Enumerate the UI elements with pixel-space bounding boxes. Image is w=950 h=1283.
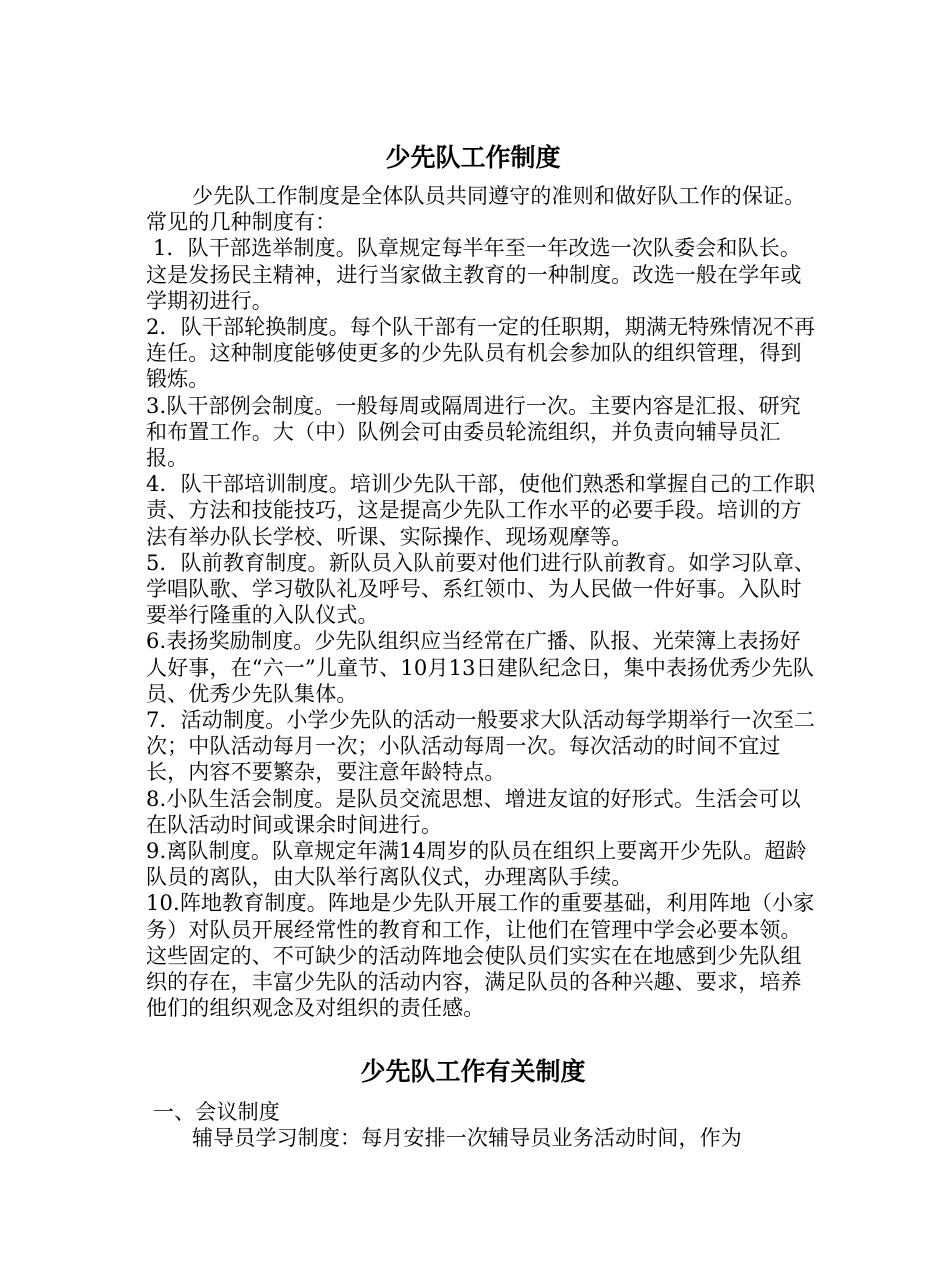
rules-text-block	[146, 183, 816, 1022]
section-paragraph: 辅导员学习制度：每月安排一次辅导员业务活动时间，作为	[192, 1126, 742, 1151]
rule-item-7: 7．活动制度。小学少先队的活动一般要求大队活动每学期举行一次至二次；中队活动每月一次；小队活动每周一次。每次活动的时间不宜过长，内容不要繁杂，要注意年龄特点。	[146, 708, 816, 785]
section-heading-meetings: 一、会议制度	[153, 1100, 280, 1124]
rule-item-9: 9.离队制度。队章规定年满14周岁的队员在组织上要离开少先队。超龄队员的离队，由大队举行离队仪式，办理离队手续。	[146, 839, 807, 890]
intro-paragraph: 少先队工作制度是全体队员共同遵守的准则和做好队工作的保证。常见的几种制度有：	[146, 184, 806, 235]
related-rules-text-block	[146, 1099, 816, 1151]
rule-item-6: 6.表扬奖励制度。少先队组织应当经常在广播、队报、光荣簿上表扬好人好事，在“六一”儿童节、10月13日建队纪念日，集中表扬优秀少先队员、优秀少先队集体。	[146, 629, 815, 706]
rule-item-5: 5．队前教育制度。新队员入队前要对他们进行队前教育。如学习队章、学唱队歌、学习敬队礼及呼号、系红领巾、为人民做一件好事。入队时要举行隆重的入队仪式。	[146, 550, 816, 628]
document-title: 少先队工作制度	[385, 143, 561, 172]
section-title: 少先队工作有关制度	[360, 1057, 586, 1086]
rule-item-10: 10.阵地教育制度。阵地是少先队开展工作的重要基础，利用阵地（小家务）对队员开展经常性的教育和工作，让他们在管理中学会必要本领。这些固定的、不可缺少的活动阵地会使队员们实实在在地感到少先队组织的存在，丰富少先队的活动内容，满足队员的各种兴趣、要求，培养他们的组织观念及对组织的责任感。	[146, 891, 815, 1021]
rule-item-2: 2．队干部轮换制度。每个队干部有一定的任职期，期满无特殊情况不再连任。这种制度能够使更多的少先队员有机会参加队的组织管理，得到锻炼。	[146, 315, 816, 392]
rule-item-3: 3.队干部例会制度。一般每周或隔周进行一次。主要内容是汇报、研究和布置工作。大（中）队例会可由委员轮流组织，并负责向辅导员汇报。	[146, 393, 801, 471]
rule-item-4: 4．队干部培训制度。培训少先队干部，使他们熟悉和掌握自己的工作职责、方法和技能技巧，这是提高少先队工作水平的必要手段。培训的方法有举办队长学校、听课、实际操作、现场观摩等。	[146, 472, 816, 549]
rule-item-1: 1．队干部选举制度。队章规定每半年至一年改选一次队委会和队长。这是发扬民主精神，进行当家做主教育的一种制度。改选一般在学年或学期初进行。	[146, 236, 802, 313]
rule-item-8: 8.小队生活会制度。是队员交流思想、增进友谊的好形式。生活会可以在队活动时间或课余时间进行。	[146, 786, 801, 837]
